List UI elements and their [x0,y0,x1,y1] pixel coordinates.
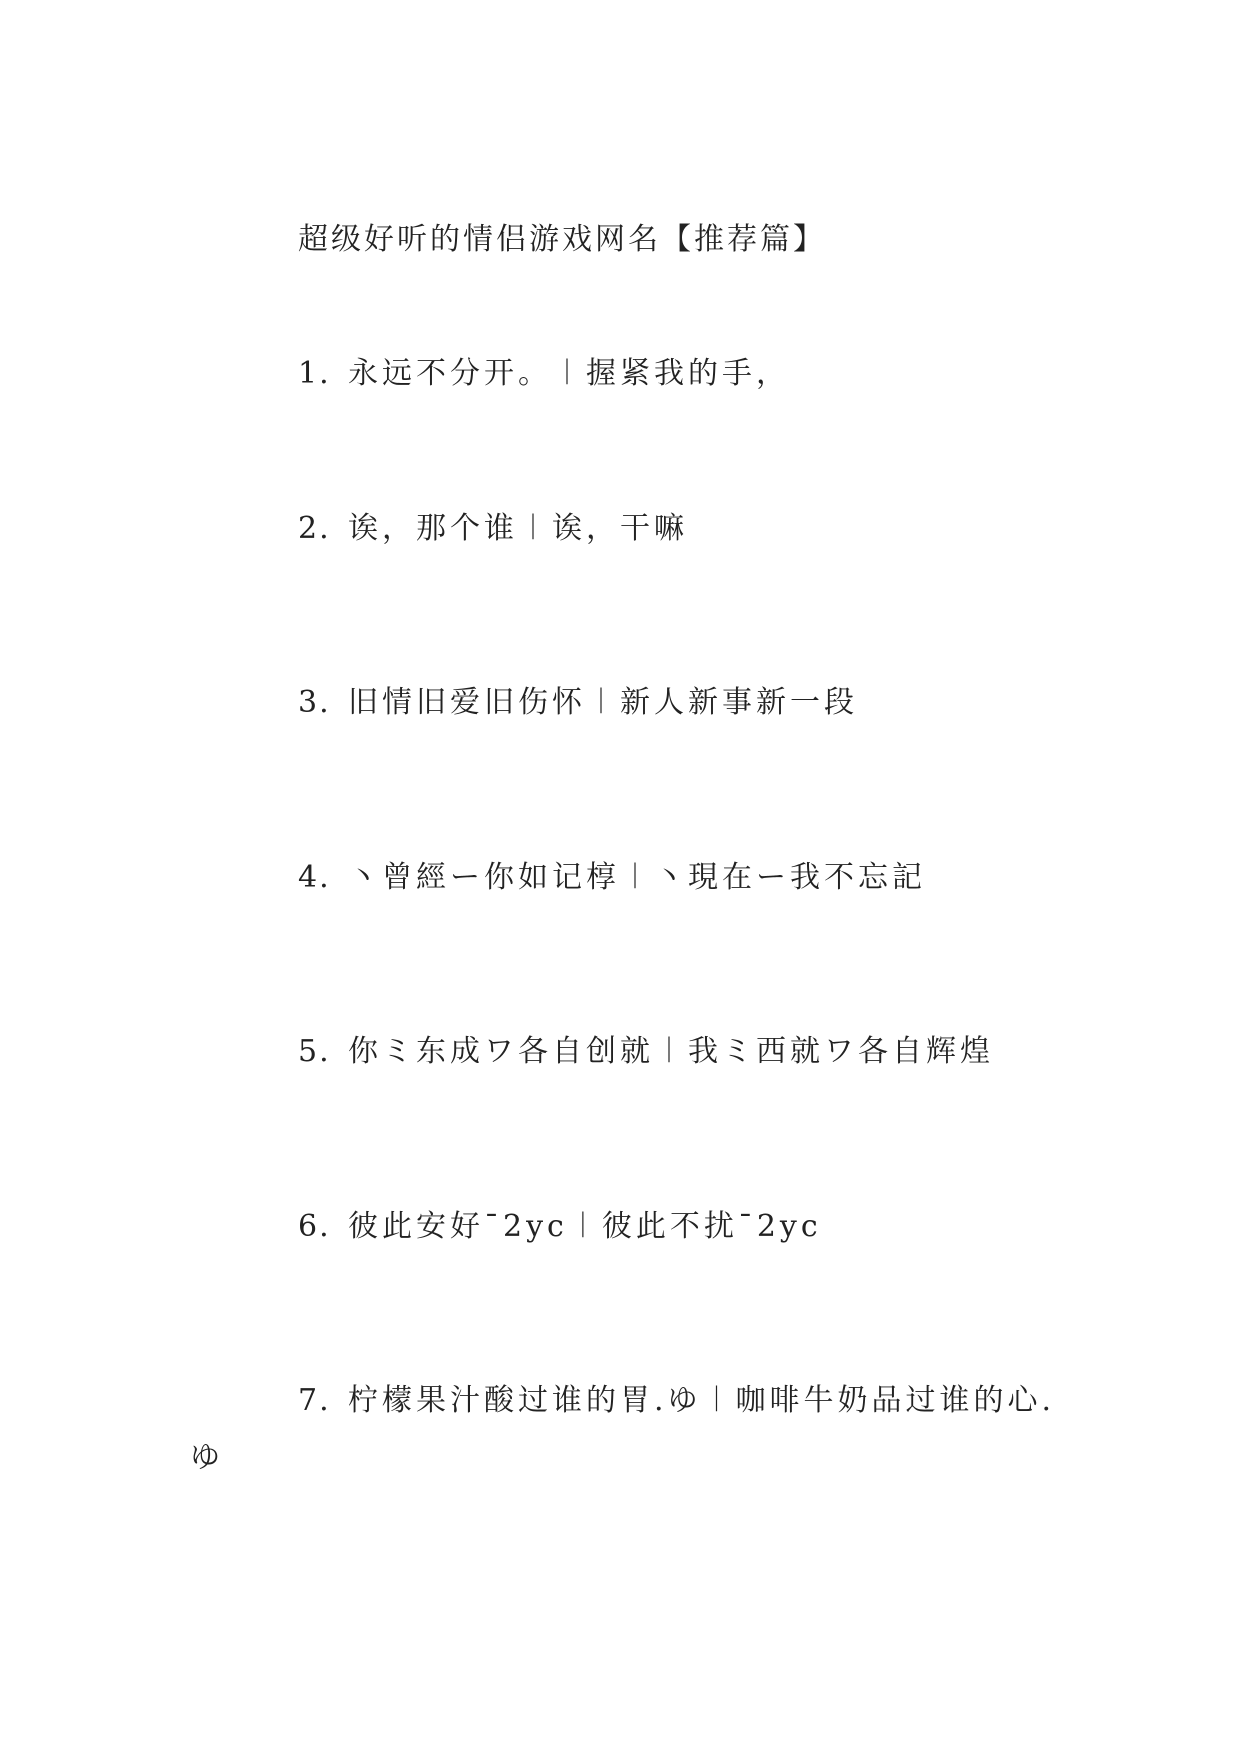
item-text: 诶，那个谁︱诶，干嘛 [348,511,688,546]
item-text-continuation: ゆ [190,1440,220,1475]
item-text: 彼此安好ˉ2yc︱彼此不扰ˉ2yc [348,1209,822,1244]
list-item [298,354,790,394]
item-text: 永远不分开。︱握紧我的手， [348,356,790,391]
list-item [298,1207,822,1247]
list-item [298,509,688,549]
item-text: 丶曾經ー你如记椁︱丶現在ー我不忘記 [348,860,926,895]
item-number: 6. [298,1209,331,1244]
item-text: 柠檬果汁酸过谁的胃.ゆ︱咖啡牛奶品过谁的心. [348,1383,1056,1418]
document-title: 超级好听的情侣游戏网名【推荐篇】 [298,222,826,257]
item-text: 你ミ东成ワ各自创就︱我ミ西就ワ各自辉煌 [348,1034,994,1069]
item-number: 4. [298,860,331,895]
list-item [298,1032,994,1072]
list-item [298,683,858,723]
item-number: 1. [298,356,331,391]
item-number: 3. [298,685,331,720]
item-number: 2. [298,511,331,546]
list-item [298,1381,1055,1421]
item-number: 7. [298,1383,331,1418]
list-item [298,858,926,898]
item-number: 5. [298,1034,331,1069]
item-text: 旧情旧爱旧伤怀︱新人新事新一段 [348,685,858,720]
